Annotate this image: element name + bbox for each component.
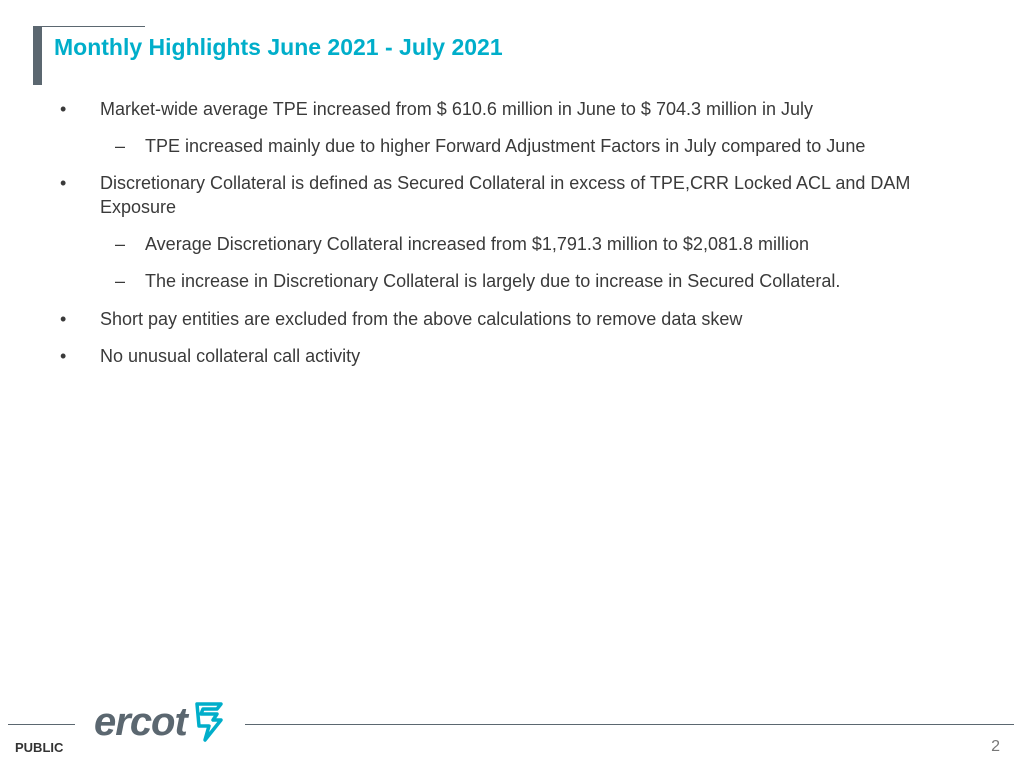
footer-rule-left bbox=[8, 724, 75, 725]
bullet-marker: • bbox=[60, 173, 67, 193]
bullet-item-tpe: Market-wide average TPE increased from $ 610.6 million in June to $ 704.3 million in July bbox=[100, 99, 814, 119]
bullet-item-discretionary-line2: Exposure bbox=[100, 197, 177, 217]
title-accent-bar bbox=[33, 27, 42, 85]
bullet-item-collateral-call: No unusual collateral call activity bbox=[100, 346, 361, 366]
logo-wordmark: ercot bbox=[94, 700, 187, 744]
sub-bullet-average-discretionary: Average Discretionary Collateral increased from $1,791.3 million to $2,081.8 million bbox=[145, 234, 810, 254]
ercot-logo bbox=[94, 698, 225, 746]
sub-bullet-marker: – bbox=[115, 136, 126, 156]
sub-bullet-marker: – bbox=[115, 271, 126, 291]
bullet-marker: • bbox=[60, 309, 67, 329]
bullet-marker: • bbox=[60, 346, 67, 366]
slide-title: Monthly Highlights June 2021 - July 2021 bbox=[54, 34, 503, 60]
sub-bullet-tpe-reason: TPE increased mainly due to higher Forward Adjustment Factors in July compared to June bbox=[145, 136, 866, 156]
title-top-rule bbox=[33, 26, 145, 27]
footer-rule-right bbox=[245, 724, 1014, 725]
sub-bullet-marker: – bbox=[115, 234, 126, 254]
classification-label: PUBLIC bbox=[15, 740, 64, 755]
bullet-marker: • bbox=[60, 99, 67, 119]
bullet-item-short-pay: Short pay entities are excluded from the above calculations to remove data skew bbox=[100, 309, 743, 329]
page-number: 2 bbox=[991, 738, 1000, 755]
sub-bullet-discretionary-increase: The increase in Discretionary Collateral is largely due to increase in Secured Collateral. bbox=[145, 271, 841, 291]
ercot-bolt-mark-icon bbox=[191, 700, 225, 744]
bullet-item-discretionary-line1: Discretionary Collateral is defined as Secured Collateral in excess of TPE,CRR Locked ACL and DAM bbox=[100, 173, 911, 193]
